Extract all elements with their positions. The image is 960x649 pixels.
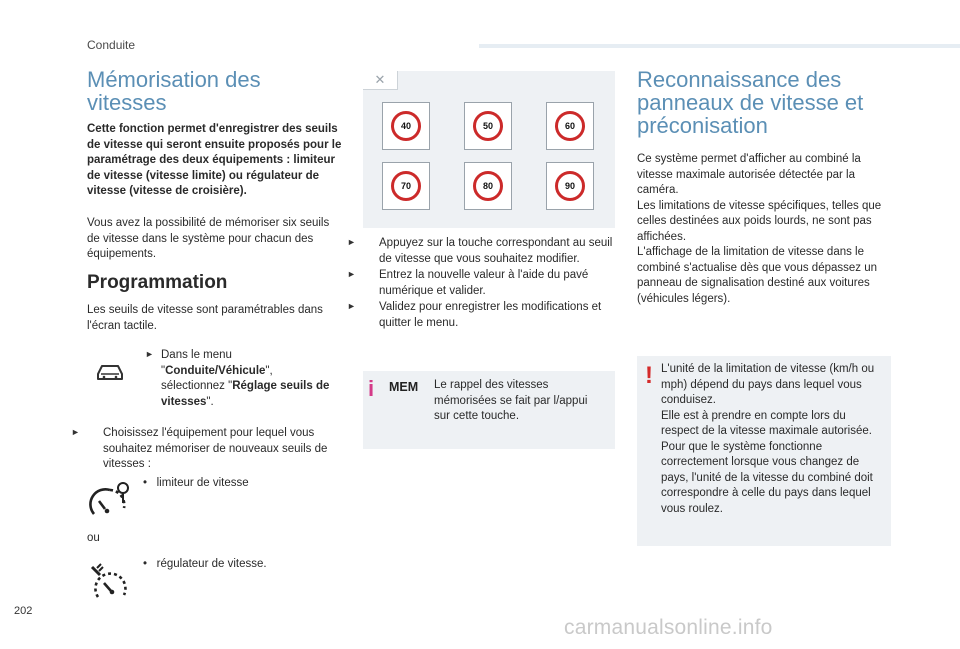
menu-line1: Dans le menu <box>161 349 232 361</box>
arrow-right-icon: ► <box>347 301 356 311</box>
choose-text: Choisissez l'équipement pour lequel vous souhaitez mémoriser de nouveaux seuils de vitesses : <box>103 427 328 470</box>
menu-select-text: sélectionnez " <box>161 380 233 392</box>
menu-quote-open: " <box>161 364 166 377</box>
info-icon: i <box>368 376 375 401</box>
steps-list <box>347 235 615 331</box>
step-item: ► Appuyez sur la touche correspondant au seuil de vitesse que vous souhaitez modifier. <box>347 237 613 265</box>
menu-path: Conduite/Véhicule <box>165 364 266 377</box>
cruise-control-icon <box>88 561 132 605</box>
limiter-label: limiteur de vitesse <box>156 477 249 489</box>
arrow-right-icon: ► <box>347 269 356 279</box>
mem-key-label: MEM <box>389 380 419 394</box>
car-icon <box>95 362 125 382</box>
recognition-p1: Ce système permet d'afficher au combiné la vitesse maximale autorisée détectée par la caméra. <box>637 153 861 196</box>
choose-instruction <box>71 425 359 473</box>
mem-info-box <box>363 371 615 449</box>
speed-button-5[interactable] <box>464 162 512 210</box>
page-number: 202 <box>14 605 33 617</box>
speed-sign: 50 <box>473 111 503 141</box>
mem-info-text: Le rappel des vitesses mémorisées se fait par l/appui sur cette touche. <box>434 379 588 422</box>
warning-p1: L'unité de la limitation de vitesse (km/h ou mph) dépend du pays dans lequel vous conduisez. <box>661 363 875 406</box>
warning-box <box>637 356 891 546</box>
menu-end: ". <box>206 395 214 408</box>
speed-button-4[interactable] <box>382 162 430 210</box>
speed-button-6[interactable] <box>546 162 594 210</box>
close-icon: ✕ <box>374 72 386 87</box>
step-item: ► Entrez la nouvelle valeur à l'aide du pavé numérique et valider. <box>347 269 589 297</box>
intro-bold: Cette fonction permet d'enregistrer des seuils de vitesse qui seront ensuite proposés pour le paramétrage des deux équipements : limiteur de vitesse (vitesse limite) ou régulateur de vitesse (vitesse de croisière). <box>87 123 342 197</box>
header-bar <box>479 44 960 48</box>
arrow-right-icon: ► <box>347 237 356 247</box>
cruise-label: régulateur de vitesse. <box>156 558 267 570</box>
warning-icon: ! <box>645 362 653 389</box>
arrow-right-icon: ► <box>71 427 80 437</box>
speed-button-2[interactable] <box>464 102 512 150</box>
recognition-p3: L'affichage de la limitation de vitesse dans le combiné s'actualise dès que vous dépassez un panneau de signalisation destiné aux voitures (véhicules légers). <box>637 246 878 305</box>
page-title: Mémorisation des vitesses <box>87 67 261 115</box>
speed-sign: 60 <box>555 111 585 141</box>
speed-button-3[interactable] <box>546 102 594 150</box>
programming-text: Les seuils de vitesse sont paramétrables dans l'écran tactile. <box>87 304 323 332</box>
limiter-item: • limiteur de vitesse <box>143 477 249 489</box>
close-tab[interactable] <box>363 71 398 90</box>
menu-quote-close: ", <box>265 364 273 377</box>
programming-title: Programmation <box>87 272 228 293</box>
warning-text <box>661 362 883 517</box>
warning-p2: Elle est à prendre en compte lors du respect de la vitesse maximale autorisée. Pour que le système fonctionne correctement lorsque vous changez de pays, l'unité de la vitesse du combiné doit correspondre à celle du pays dans lequel vous roulez. <box>661 409 873 515</box>
speed-limiter-icon <box>88 478 132 522</box>
speed-sign: 80 <box>473 171 503 201</box>
menu-option: Réglage seuils de vitesses <box>161 380 330 408</box>
arrow-right-icon: ► <box>145 349 154 359</box>
speed-sign: 90 <box>555 171 585 201</box>
step-item: ► Validez pour enregistrer les modifications et quitter le menu. <box>347 301 602 329</box>
watermark: carmanualsonline.info <box>564 616 773 639</box>
recognition-title: Reconnaissance des panneaux de vitesse et préconisation <box>637 67 864 138</box>
menu-instruction <box>145 347 345 410</box>
recognition-text <box>637 152 891 307</box>
speed-memory-screen <box>363 71 615 228</box>
intro-text: Vous avez la possibilité de mémoriser six seuils de vitesse dans le système pour chacun des équipements. <box>87 217 330 260</box>
cruise-item: • régulateur de vitesse. <box>143 558 267 570</box>
section-label: Conduite <box>87 38 136 52</box>
speed-sign: 70 <box>391 171 421 201</box>
speed-sign: 40 <box>391 111 421 141</box>
speed-button-1[interactable] <box>382 102 430 150</box>
recognition-p2: Les limitations de vitesse spécifiques, telles que celles destinées aux poids lourds, ne sont pas affichées. <box>637 199 882 243</box>
or-text: ou <box>87 532 100 544</box>
